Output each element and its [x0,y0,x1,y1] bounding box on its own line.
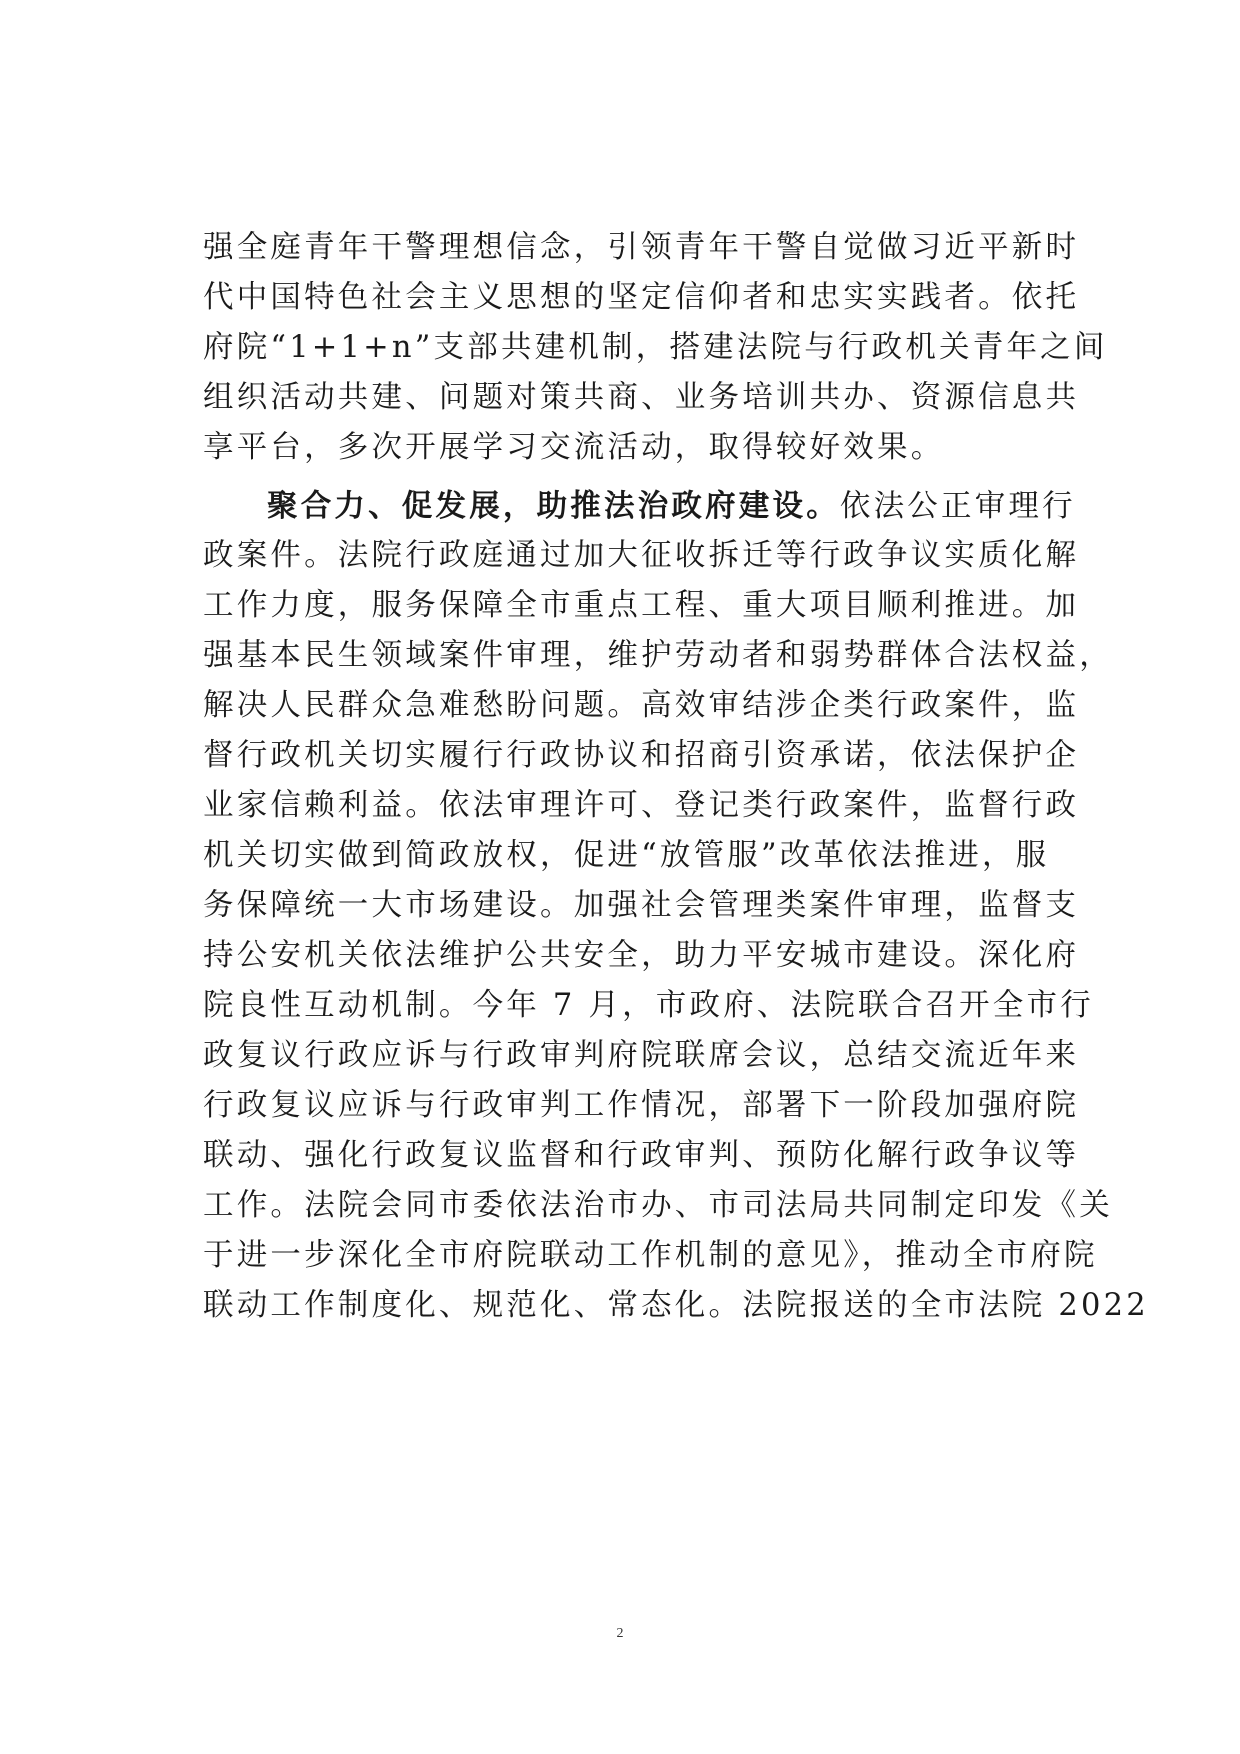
text-line-first [203,481,1076,531]
text-line: 业家信赖利益。依法审理许可、登记类行政案件，监督行政 [203,788,1080,823]
text-line: 享平台，多次开展学习交流活动，取得较好效果。 [203,430,945,465]
paragraph-2 [203,481,1149,1331]
text-line: 督行政机关切实履行行政协议和招商引资承诺，依法保护企 [203,738,1080,773]
page-number: 2 [616,1626,624,1641]
text-line: 联动、强化行政复议监督和行政审判、预防化解行政争议等 [203,1138,1080,1173]
text-line: 务保障统一大市场建设。加强社会管理类案件审理，监督支 [203,888,1080,923]
text-line: 组织活动共建、问题对策共商、业务培训共办、资源信息共 [203,380,1080,415]
text-line: 政复议行政应诉与行政审判府院联席会议，总结交流近年来 [203,1038,1080,1073]
text-line: 强全庭青年干警理想信念，引领青年干警自觉做习近平新时 [203,230,1080,265]
text-line: 院良性互动机制。今年 7 月，市政府、法院联合召开全市行 [203,988,1094,1023]
text-line: 持公安机关依法维护公共安全，助力平安城市建设。深化府 [203,938,1080,973]
text-line: 机关切实做到简政放权，促进“放管服”改革依法推进，服 [203,838,1050,873]
text-line: 政案件。法院行政庭通过加大征收拆迁等行政争议实质化解 [203,538,1080,573]
text-line: 于进一步深化全市府院联动工作机制的意见》，推动全市府院 [203,1238,1098,1273]
text-line: 府院“1+1+n”支部共建机制，搭建法院与行政机关青年之间 [203,330,1108,365]
text-line: 联动工作制度化、规范化、常态化。法院报送的全市法院 2022 [203,1288,1149,1323]
text-line: 行政复议应诉与行政审判工作情况，部署下一阶段加强府院 [203,1088,1080,1123]
text-line: 工作力度，服务保障全市重点工程、重大项目顺利推进。加 [203,588,1080,623]
text-line: 代中国特色社会主义思想的坚定信仰者和忠实实践者。依托 [203,280,1080,315]
text-line: 工作。法院会同市委依法治市办、市司法局共同制定印发《关 [203,1188,1113,1223]
text-line: 解决人民群众急难愁盼问题。高效审结涉企类行政案件，监 [203,688,1080,723]
paragraph-heading: 聚合力、促发展，助推法治政府建设。 [267,488,840,524]
paragraph-1 [203,223,1108,473]
text-line: 强基本民生领域案件审理，维护劳动者和弱势群体合法权益， [203,638,1113,673]
body-text [203,223,1149,1331]
first-line-text: 依法公正审理行 [839,489,1076,524]
